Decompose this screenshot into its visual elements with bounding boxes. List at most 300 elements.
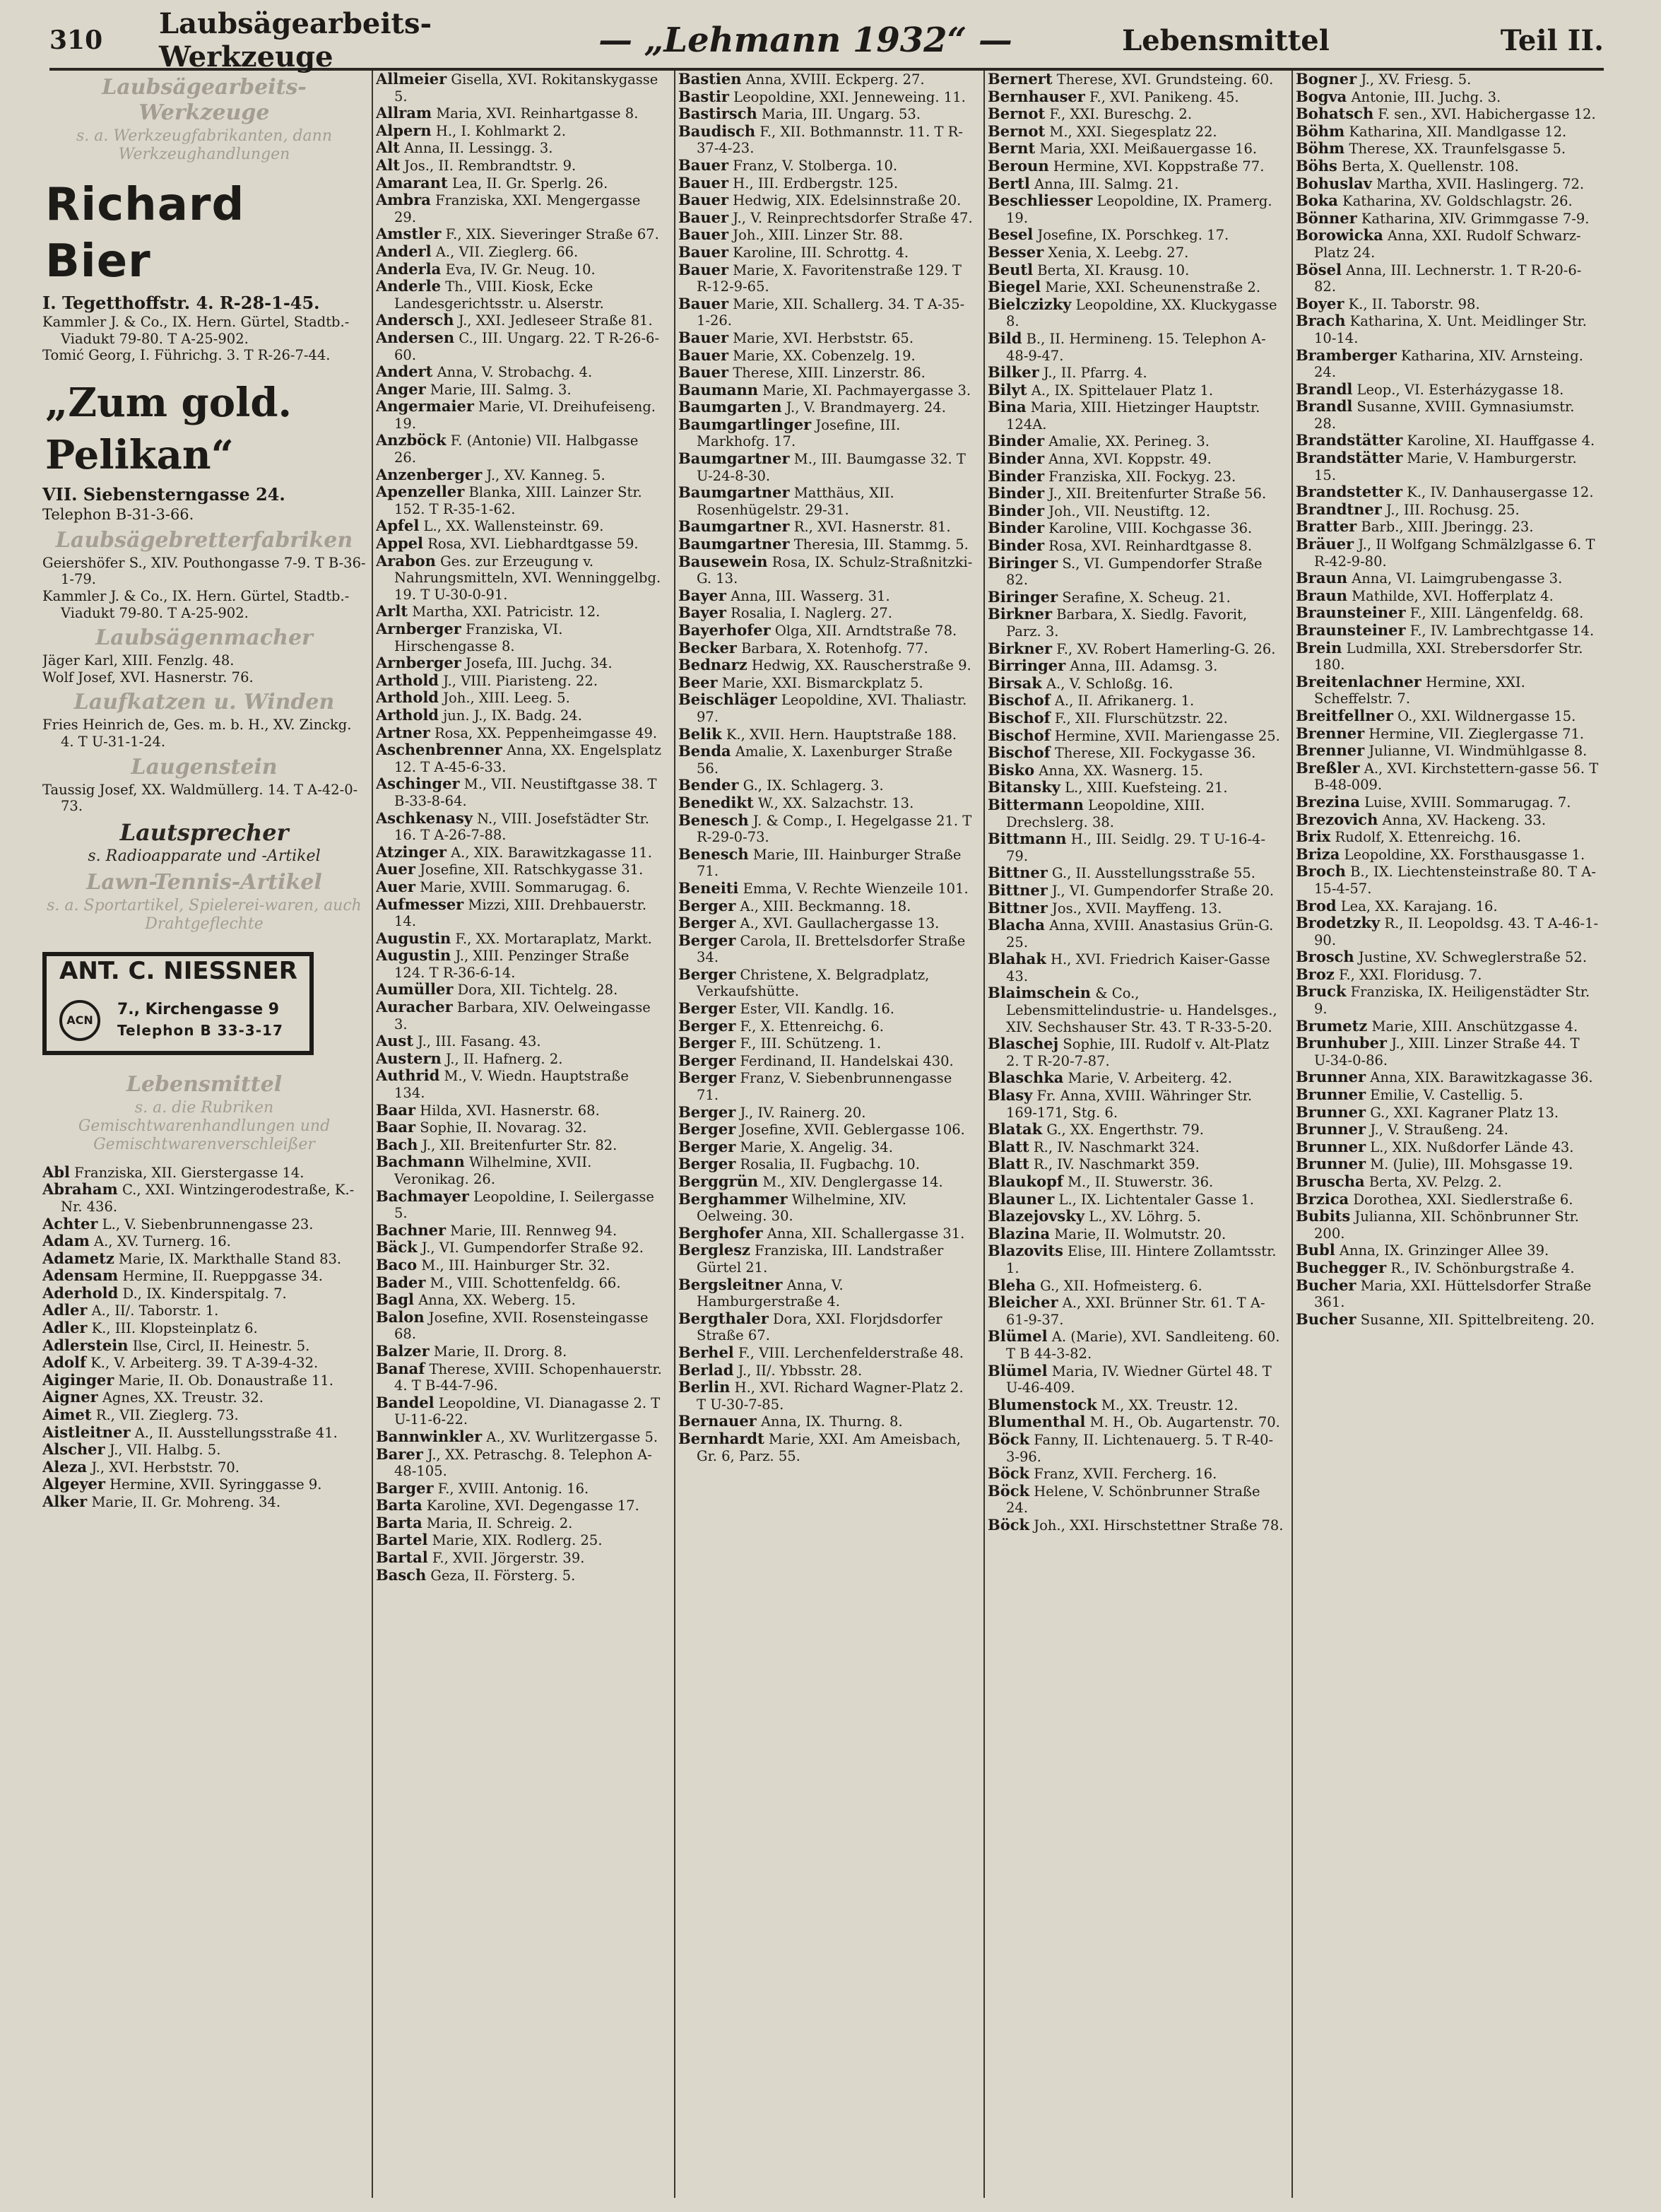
entry-details: Barb., XIII. Jberingg. 23. [1356,519,1534,536]
entry-details: J., V. Brandmayerg. 24. [781,399,946,416]
entry-details: Leopoldine, XX. Kluckygasse 8. [1006,296,1277,330]
section-subtitle-lebensmittel: s. a. die Rubriken Gemischtwarenhandlungen und Gemischtwarenverschleißer [78,1098,331,1153]
list-item [988,744,1284,762]
column-4 [988,71,1284,2198]
list-item [376,553,663,604]
entry-name: Bauer [678,363,729,382]
ad-pelikan-name: „Zum gold. Pelikan“ [45,379,292,478]
list-item [376,1549,663,1567]
entry-details: Carola, II. Brettelsdorfer Straße 34. [697,932,966,966]
list-item [1296,158,1600,175]
entry-details: H., XVI. Richard Wagner-Platz 2. T U-30-7-85. [697,1379,964,1413]
list-item [678,777,974,794]
entry-name: Berghofer [678,1223,763,1242]
list-item [988,1396,1284,1414]
list-item [1296,295,1600,313]
section-subtitle-lautsprecher: s. Radioapparate und -Artikel [88,847,321,865]
list-item [988,796,1284,830]
ad-bier-name: Richard Bier [45,179,245,288]
list-item [678,846,974,880]
list-item [988,1121,1284,1139]
entry-name: Brunner [1296,1102,1366,1121]
list-item [988,1173,1284,1191]
list-item [988,261,1284,279]
list-item [988,951,1284,984]
list-item [376,1136,663,1154]
entry-name: Bachmann [376,1153,465,1171]
list-item [376,654,663,672]
acn-logo-icon: ACN [59,1000,100,1041]
list-item [988,468,1284,486]
entry-name: Binder [988,501,1045,519]
entry-name: Baumgartner [678,535,790,553]
entry-details: Hermine, XVI. Koppstraße 77. [1048,158,1265,175]
ad-bier-address: I. Tegetthoffstr. 4. R-28-1-45. [42,293,320,313]
entry-details: Marie, XVI. Herbststr. 65. [728,329,914,346]
entry-details: Hermine, VII. Zieglergasse 71. [1364,725,1585,742]
list-item [376,603,663,620]
list-item [678,209,974,227]
entry-name: Andersch [376,311,454,329]
entry-details: R., IV. Naschmarkt 359. [1029,1156,1200,1173]
entry-details: M., XIV. Denglergasse 14. [758,1174,943,1190]
ad-niessner-telephone: Telephon B 33-3-17 [117,1021,283,1039]
entry-details: Barbara, XIV. Oelweingasse 3. [394,999,651,1033]
list-item [376,1394,663,1428]
entry-details: Hermine, XVII. Syringgasse 9. [105,1476,322,1493]
entry-name: Binder [988,519,1045,537]
entry-details: M. H., Ob. Augartenstr. 70. [1085,1414,1280,1431]
entry-details: Hermine, II. Rueppgasse 34. [118,1268,323,1285]
list-item [988,762,1284,780]
entry-details: Mizzi, XIII. Drehbauerstr. 14. [394,896,647,930]
list-item [678,726,974,743]
entry-name: Baumgartner [678,517,790,536]
entry-name: Ambra [376,191,431,209]
entry-name: Böck [988,1481,1030,1500]
list-item [1296,483,1600,501]
entry-details: Marie, XIII. Anschützgasse 4. [1367,1018,1578,1035]
list-item [988,1139,1284,1156]
list-item [1296,604,1600,622]
list-item [1296,673,1600,707]
entry-details: F., XIX. Sieveringer Straße 67. [441,226,659,243]
entry-name: Blaukopf [988,1172,1063,1190]
list-item [678,261,974,295]
entry-name: Authrid [376,1066,440,1085]
entry-details: Joh., XIII. Linzer Str. 88. [728,227,904,244]
list-item [1296,1121,1600,1139]
list-item [988,519,1284,537]
entry-name: Bauer [678,208,729,226]
list-item [1296,1208,1600,1242]
entry-name: Bauer [678,242,729,261]
entry-details: F., XXI. Floridusg. 7. [1334,966,1482,983]
list-item [1296,742,1600,760]
list-item [678,1139,974,1156]
entry-name: Arthold [376,671,439,689]
list-item [376,1119,663,1136]
list-item [1296,760,1600,794]
entry-details: A., XV. Wurlitzergasse 5. [482,1428,658,1445]
list-item [42,1476,366,1493]
entry-name: Blazina [988,1224,1051,1242]
entry-name: Binder [988,449,1045,468]
entry-details: K., XVII. Hern. Hauptstraße 188. [721,726,957,743]
list-item [988,192,1284,226]
list-item [678,674,974,692]
entry-details: J., II. Hafnerg. 2. [441,1050,563,1067]
entry-name: Bayerhofer [678,621,771,639]
entry-details: Marie, II. Wolmutstr. 20. [1050,1225,1226,1242]
entry-name: Bachmayer [376,1187,469,1205]
entry-details: Katharina, XIV. Arnsteing. 24. [1314,347,1583,381]
list-item [678,966,974,1000]
entry-details: jun. J., IX. Badg. 24. [439,707,582,724]
list-item [678,1413,974,1430]
list-item [376,192,663,225]
entry-details: Julianna, XII. Schönbrunner Str. 200. [1314,1208,1579,1242]
entry-name: Bastir [678,87,729,105]
entry-details: Theresia, III. Stammg. 5. [789,536,969,553]
entry-name: Alt [376,139,400,157]
entry-name: Buchegger [1296,1258,1387,1276]
entry-details: Christene, X. Belgradplatz, Verkaufshütte. [697,966,930,1000]
ad-pelikan-address: VII. Siebensterngasse 24. [42,483,285,505]
entry-details: Franziska, XXI. Mengergasse 29. [394,192,641,225]
list-item [42,1493,366,1511]
entry-details: Franziska, XII. Fockyg. 23. [1044,468,1236,485]
entry-name: Blazejovsky [988,1207,1085,1225]
entry-name: Bandel [376,1393,435,1411]
entry-details: Dora, XXI. Florjdsdorfer Straße 67. [697,1310,942,1344]
list-item [376,1514,663,1532]
entry-details: Marie, X. Favoritenstraße 129. T R-12-9-65. [697,261,962,295]
entry-name: Bagl [376,1290,415,1309]
list-item [678,1225,974,1242]
entry-details: F., XVI. Panikeng. 45. [1084,88,1239,105]
entry-name: Bauer [678,294,729,312]
entry-details: Rosalia, I. Naglerg. 27. [726,605,892,622]
entry-name: Biringer [988,553,1058,572]
entry-name: Blazovits [988,1242,1063,1260]
entry-name: Broz [1296,965,1335,983]
entry-name: Brandl [1296,397,1353,416]
entry-name: Banaf [376,1359,425,1377]
list-item [376,1446,663,1480]
entry-details: Anna, III. Lechnerstr. 1. T R-20-6-82. [1314,261,1582,295]
entry-name: Aiginger [42,1370,114,1389]
list-item [42,1389,366,1406]
entry-list [988,71,1284,1534]
entry-name: Bannwinkler [376,1427,483,1445]
list-item [1296,192,1600,210]
list-item [42,1267,366,1285]
section-subtitle-lawn-tennis: s. a. Sportartikel, Spielerei-waren, auch Drahtgeflechte [47,896,362,933]
entry-details: Karoline, VIII. Kochgasse 36. [1044,520,1253,537]
entry-name: Briza [1296,845,1340,863]
entry-details: Amalie, X. Laxenburger Straße 56. [697,743,953,777]
entry-name: Aderhold [42,1283,119,1302]
entry-name: Aschenbrenner [376,741,502,759]
entry-name: Brezina [1296,792,1360,811]
entry-name: Angermaier [376,397,474,416]
entry-name: Brandstätter [1296,431,1403,449]
entry-name: Bina [988,398,1027,416]
entry-details: Fr. Anna, XVIII. Währinger Str. 169-171, Stg. 6. [1006,1088,1253,1121]
list-item [988,1208,1284,1225]
list-item [42,1354,366,1372]
entry-name: Aistleitner [42,1423,131,1441]
entry-details: Marie, V. Arbeiterg. 42. [1063,1070,1232,1087]
entry-details: J., XV. Friesg. 5. [1356,71,1472,88]
list-item [988,226,1284,244]
entry-name: Blatak [988,1120,1043,1139]
entry-list [678,71,974,1464]
entry-details: Anna, XXI. Rudolf Schwarz-Platz 24. [1314,228,1581,261]
entry-details: J., II/. Ybbsstr. 28. [733,1362,863,1379]
entry-name: Bastien [678,71,742,88]
entry-details: R., IV. Schönburgstraße 4. [1386,1259,1575,1276]
entry-name: Arthold [376,688,439,707]
entry-details: Geza, II. Försterg. 5. [426,1567,576,1584]
entry-details: J., XII. Breitenfurter Str. 82. [418,1136,617,1153]
entry-name: Brandstetter [1296,483,1403,501]
entry-details: N., VIII. Josefstädter Str. 16. T A-26-7-88. [394,810,649,844]
entry-details: Therese, XIII. Linzerstr. 86. [728,365,926,382]
entry-details: Franziska, VI. Hirschengasse 8. [394,621,563,654]
list-item [1296,1277,1600,1311]
entry-details: Franziska, III. Landstraßer Gürtel 21. [697,1242,944,1276]
entry-details: Maria, II. Schreig. 2. [422,1514,573,1531]
section-subtitle-werkzeuge: s. a. Werkzeugfabrikanten, dann Werkzeughandlungen [76,127,332,163]
list-item [376,278,663,312]
entry-name: Blaschej [988,1035,1059,1053]
entry-name: Böck [988,1430,1030,1448]
entry-name: Bramberger [1296,346,1397,364]
list-item [376,432,663,466]
list-item [42,1424,366,1442]
entry-name: Brezovich [1296,810,1378,828]
entry-name: Adametz [42,1249,114,1267]
list-item: Kammler J. & Co., IX. Hern. Gürtel, Stadtb.-Viadukt 79-80. T A-25-902. [42,314,350,347]
entry-details: Josefine, XVII. Geblergasse 106. [735,1122,965,1139]
entry-name: Berger [678,1016,736,1035]
entry-name: Aumüller [376,980,454,999]
entry-details: A., XIX. Barawitzkagasse 11. [446,844,652,861]
entry-name: Barer [376,1445,423,1463]
list-item [678,364,974,382]
entry-name: Bittner [988,864,1048,882]
entry-name: Apenzeller [376,483,465,501]
list-item [988,1363,1284,1396]
entry-details: B., II. Hermineng. 15. Telephon A-48-9-47. [1006,330,1266,364]
list-item [1296,1104,1600,1122]
entry-name: Berghammer [678,1189,788,1208]
list-item [988,589,1284,606]
list-item [988,1242,1284,1276]
entry-details: Sophie, II. Novarag. 32. [415,1119,587,1136]
entry-name: Baudisch [678,122,756,140]
list-item [988,1277,1284,1295]
entry-details: Therese, XII. Fockygasse 36. [1050,745,1256,762]
entry-details: Anna, XII. Schallergasse 31. [762,1225,965,1242]
entry-details: F., XXI. Bureschg. 2. [1045,106,1193,123]
list-item [678,88,974,106]
entry-name: Blasy [988,1086,1033,1105]
entry-name: Adlerstein [42,1336,129,1354]
list-item [1296,587,1600,605]
entry-details: A., V. Schloßg. 16. [1041,675,1174,692]
entry-name: Blauner [988,1189,1055,1208]
entry-details: Blanka, XIII. Lainzer Str. 152. T R-35-1-62. [394,484,642,517]
entry-details: Franziska, XII. Gierstergasse 14. [69,1164,305,1181]
entry-name: Allmeier [376,71,447,88]
column-divider [1291,71,1293,2198]
entry-details: M., XX. Treustr. 12. [1097,1396,1239,1413]
entry-name: Brenner [1296,741,1365,760]
entry-details: Anna, VI. Laimgrubengasse 3. [1347,570,1563,587]
entry-details: G., XII. Hofmeisterg. 6. [1035,1277,1202,1294]
entry-details: Josefine, IX. Porschkeg. 17. [1033,227,1229,244]
list-item [1296,1259,1600,1277]
entry-details: Ester, VII. Kandlg. 16. [735,1001,894,1018]
list-item [678,1173,974,1191]
entry-details: F. (Antonie) VII. Halbgasse 26. [394,433,639,466]
entry-details: Hedwig, XIX. Edelsinnstraße 20. [728,192,962,209]
entry-details: Joh., VII. Neustiftg. 12. [1044,502,1211,519]
list-item [1296,640,1600,673]
list-item [376,261,663,278]
entry-name: Breitfellner [1296,706,1393,724]
entry-details: D., IX. Kinderspitalg. 7. [118,1285,287,1302]
entry-details: L., IX. Lichtentaler Gasse 1. [1054,1191,1254,1208]
list-item [1296,846,1600,864]
entry-name: Bischof [988,691,1051,710]
entry-details: Martha, XVII. Haslingerg. 72. [1371,175,1585,192]
entry-name: Bleha [988,1276,1036,1294]
column-1 [42,71,366,2198]
entry-name: Anderle [376,277,442,295]
entry-details: K., IV. Danhausergasse 12. [1402,484,1594,501]
header-right-title: Lebensmittel [1122,23,1330,57]
list-item [988,692,1284,710]
entry-details: Serafine, X. Scheug. 21. [1058,589,1231,606]
list-item [988,606,1284,640]
list-item [376,329,663,363]
list-item [1296,1191,1600,1208]
entry-details: Elise, III. Hintere Zollamtsstr. 1. [1006,1243,1277,1276]
entry-name: Bielczizky [988,295,1072,313]
entry-details: Maria, XVI. Reinhartgasse 8. [432,105,639,122]
entry-details: Karoline, III. Schrottg. 4. [728,244,909,261]
list-item [678,794,974,812]
list-item [376,243,663,261]
entry-details: J., XIII. Linzer Straße 44. T U-34-0-86. [1314,1035,1580,1069]
list-item [988,1087,1284,1121]
entry-details: Leopoldine, XXI. Jenneweing. 11. [728,88,966,105]
entry-details: Justine, XV. Schweglerstraße 52. [1354,949,1588,966]
entry-list [1296,71,1600,1328]
entry-details: Berta, XV. Pelzg. 2. [1364,1174,1502,1190]
entry-name: Besel [988,225,1034,244]
list-item [42,1181,366,1215]
list-item [1296,1018,1600,1035]
entry-details: Leopoldine, XIII. Drechslerg. 38. [1006,796,1205,830]
list-item [678,226,974,244]
entry-name: Aleza [42,1457,88,1476]
entry-name: Broch [1296,862,1346,881]
entry-name: Besser [988,242,1044,261]
entry-details: Marie, XXI. Am Ameisbach, Gr. 6, Parz. 55. [697,1430,961,1464]
entry-name: Beroun [988,156,1049,175]
list-item [678,657,974,674]
entry-details: Anna, III. Salmg. 21. [1029,175,1179,192]
entry-name: Bach [376,1135,418,1153]
entry-details: A., II/. Taborstr. 1. [87,1302,219,1319]
list-item [42,1441,366,1459]
list-item [988,123,1284,141]
entry-name: Bayer [678,586,726,604]
entry-details: F., VIII. Lerchenfelderstraße 48. [733,1344,964,1361]
entry-name: Brix [1296,828,1331,846]
column-divider [674,71,675,2198]
entry-details: Susanne, XII. Spittelbreiteng. 20. [1356,1311,1595,1328]
list-item: Geiershöfer S., XIV. Pouthongasse 7-9. T B-36-1-79. [42,554,366,588]
entry-name: Baumann [678,380,758,399]
list-item [376,157,663,175]
ad-niessner-address: 7., Kirchengasse 9 [117,1000,280,1018]
list-item [1296,983,1600,1017]
entry-name: Berlad [678,1360,734,1379]
list-item [1296,518,1600,536]
list-item [988,364,1284,382]
list-item [988,900,1284,917]
entry-details: F., XIII. Längenfeldg. 68. [1405,605,1584,622]
entry-details: F., XII. Bothmannstr. 11. T R-37-4-23. [697,123,963,157]
entry-name: Baco [376,1255,418,1273]
list-item [42,1372,366,1389]
entry-details: Franziska, IX. Heiligenstädter Str. 9. [1314,984,1590,1018]
entry-name: Bittner [988,881,1048,899]
list-item [376,363,663,381]
list-item [1296,105,1600,123]
list-item [988,1483,1284,1517]
list-item [678,1430,974,1464]
entry-details: Anna, XVIII. Anastasius Grün-G. 25. [1006,917,1274,951]
entry-details: B., IX. Liechtensteinstraße 80. T A-15-4-57. [1314,864,1596,897]
entry-name: Birkner [988,639,1053,657]
entry-details: Maria, IV. Wiedner Gürtel 48. T U-46-409. [1006,1363,1272,1396]
list-item [1296,1086,1600,1104]
entry-details: Amalie, XX. Perineg. 3. [1044,433,1210,450]
entry-details: Therese, XX. Traunfelsgasse 5. [1344,141,1566,158]
entry-name: Bauer [678,155,729,174]
entry-details: Jos., XVII. Mayffeng. 13. [1047,900,1222,917]
entry-name: Berger [678,965,736,983]
list-item [1296,140,1600,158]
entry-details: Leopoldine, I. Seilergasse 5. [394,1188,654,1222]
entry-details: Xenia, X. Leebg. 27. [1044,244,1189,261]
entry-name: Benda [678,742,731,760]
entry-details: K., V. Arbeiterg. 39. T A-39-4-32. [86,1355,319,1372]
list-item [376,707,663,724]
list-item [376,1067,663,1101]
list-item [678,382,974,399]
entry-details: Franz, V. Stolberga. 10. [728,157,898,174]
list-item [988,175,1284,193]
entry-details: Anna, XVI. Koppstr. 49. [1044,451,1212,468]
